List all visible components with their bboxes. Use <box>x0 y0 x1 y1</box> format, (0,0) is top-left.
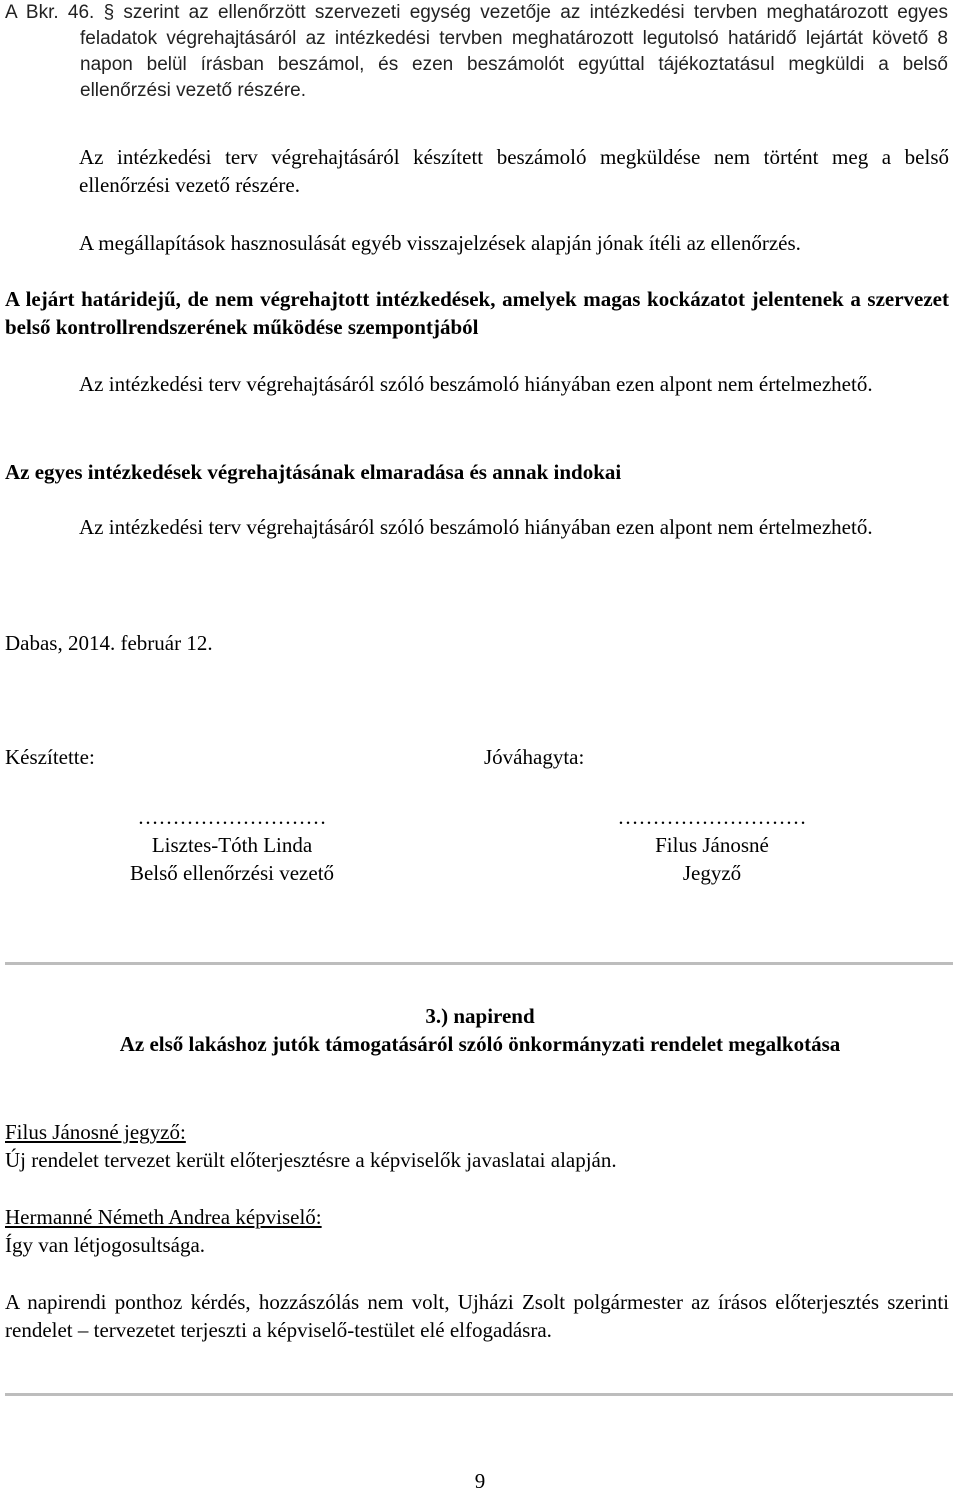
paragraph-overdue: Az intézkedési terv végrehajtásáról szóló beszámoló hiányában ezen alpont nem értelmezhető. <box>79 372 873 396</box>
agenda-title: Az első lakáshoz jutók támogatásáról szóló önkormányzati rendelet megalkotása <box>119 1032 841 1056</box>
agenda-number: 3.) napirend <box>425 1004 535 1028</box>
preparer-signature <box>62 803 402 887</box>
closing-paragraph: A napirendi ponthoz kérdés, hozzászólás nem volt, Ujházi Zsolt polgármester az írásos előterjesztés szerinti rendelet – tervezetet terjeszti a képviselő-testület elé elfogadásra. <box>5 1290 949 1342</box>
heading-delays: Az egyes intézkedések végrehajtásának elmaradása és annak indokai <box>5 460 622 484</box>
section-divider-top <box>5 962 953 965</box>
paragraph-findings: A megállapítások hasznosulását egyéb visszajelzések alapján jónak ítéli az ellenőrzés. <box>79 231 801 255</box>
approver-signature-line: ……………………… <box>617 805 807 829</box>
approver-title: Jegyző <box>682 861 742 885</box>
place-and-date: Dabas, 2014. február 12. <box>5 631 213 655</box>
page-number: 9 <box>474 1469 486 1493</box>
approver-signature <box>542 803 882 887</box>
preparer-signature-line: ……………………… <box>137 805 327 829</box>
intro-paragraph <box>5 0 948 104</box>
heading-overdue-measures: A lejárt határidejű, de nem végrehajtott intézkedések, amelyek magas kockázatot jelentenek a szervezet belső kontrollrendszerének működése szempontjából <box>5 287 949 339</box>
paragraph-not-sent: Az intézkedési terv végrehajtásáról készített beszámoló megküldése nem történt meg a belső ellenőrzési vezető részére. <box>79 145 949 197</box>
speaker-1-text: Új rendelet tervezet került előterjesztésre a képviselők javaslatai alapján. <box>5 1148 617 1172</box>
speaker-2-text: Így van létjogosultsága. <box>5 1233 206 1257</box>
approver-name: Filus Jánosné <box>655 833 769 857</box>
preparer-name: Lisztes-Tóth Linda <box>151 833 313 857</box>
section-divider-bottom <box>5 1393 953 1396</box>
speaker-2-name: Hermanné Németh Andrea képviselő: <box>5 1205 322 1229</box>
intro-text: A Bkr. 46. § szerint az ellenőrzött szervezeti egység vezetője az intézkedési tervben meghatározott egyes feladatok végrehajtásáról az intézkedési tervben meghatározott legutolsó határidő lejártát követő 8 napon belül írásban beszámol, és ezen beszámolót egyúttal tájékoztatásul megküldi a belső ellenőrzési vezető részére. <box>5 2 948 101</box>
prepared-by-label: Készítette: <box>5 745 95 769</box>
approved-by-label: Jóváhagyta: <box>484 745 585 769</box>
paragraph-delays: Az intézkedési terv végrehajtásáról szóló beszámoló hiányában ezen alpont nem értelmezhető. <box>79 515 873 539</box>
speaker-1-name: Filus Jánosné jegyző: <box>5 1120 186 1144</box>
preparer-title: Belső ellenőrzési vezető <box>129 861 335 885</box>
